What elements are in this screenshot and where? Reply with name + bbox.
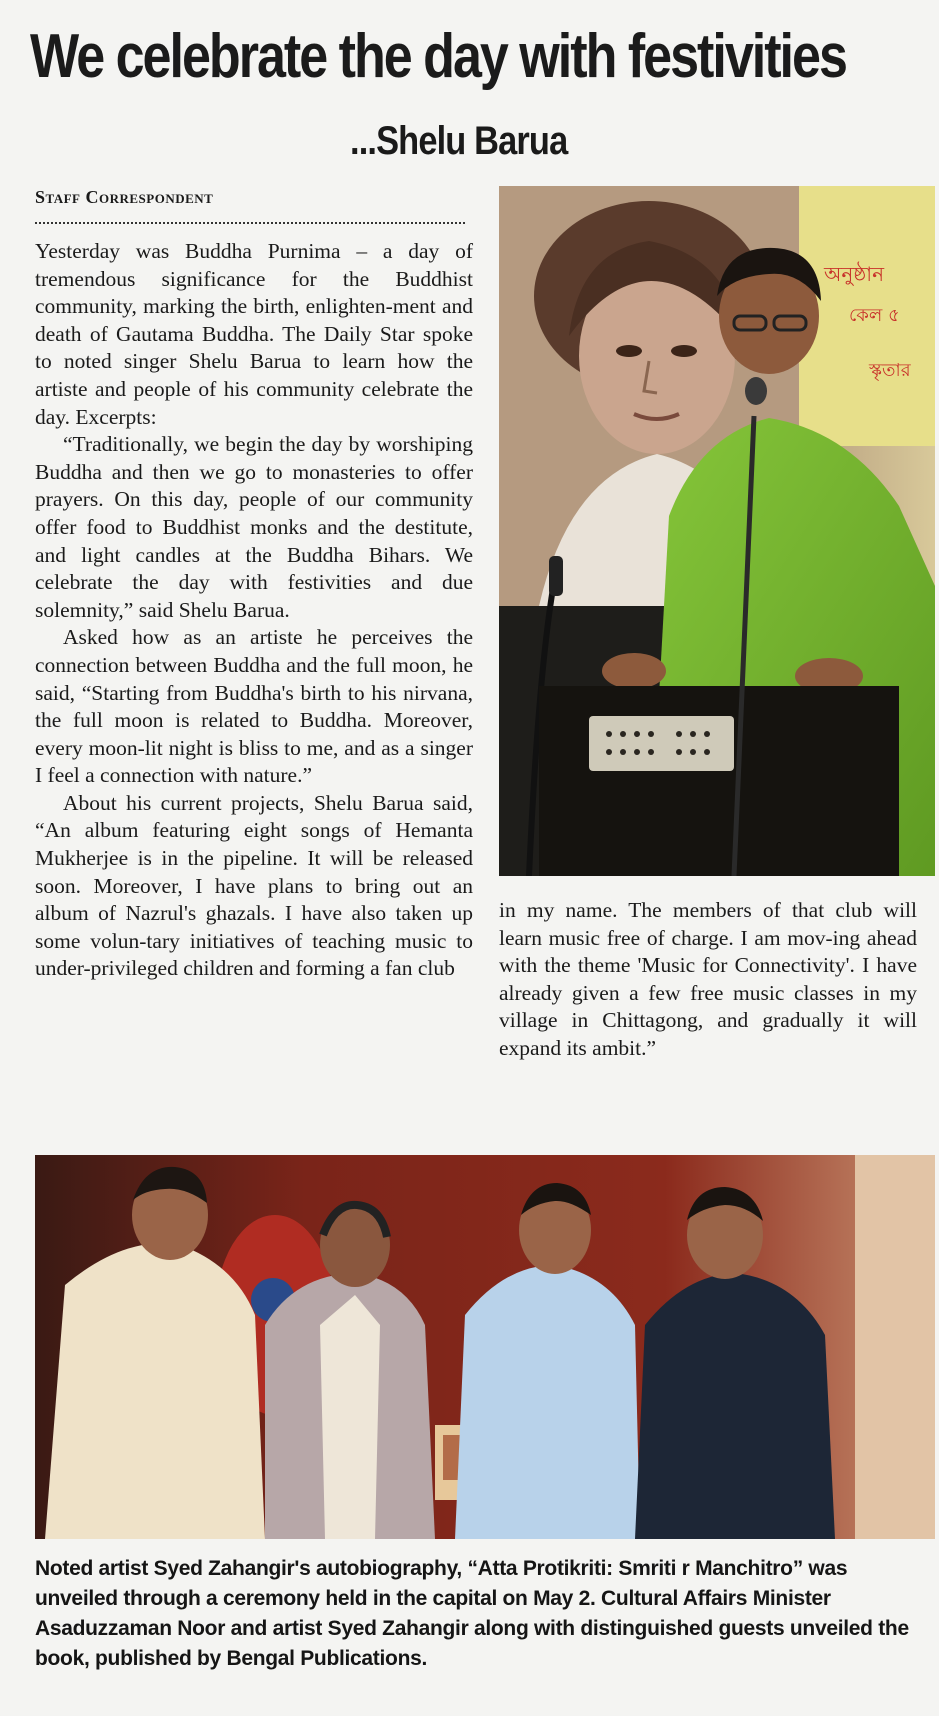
banner-text: অনুষ্ঠান xyxy=(824,262,885,286)
article-paragraph: About his current projects, Shelu Barua said, “An album featuring eight songs of Hemanta Mukherjee is in the pipeline. It will be released soon. Moreover, I have plans to bring out an album of Nazrul's ghazals. I have also taken up some volun-tary initiatives of teaching music to under-privileged children and forming a fan club xyxy=(35,790,473,981)
byline: Staff Correspondent xyxy=(35,187,214,207)
article-column-left xyxy=(35,238,473,983)
article-paragraph: Yesterday was Buddha Purnima – a day of tremendous significance for the Buddhist community, marking the birth, enlighten-ment and death of Gautama Buddha. The Daily Star spoke to noted singer Shelu Barua to learn how the artiste and people of his community celebrate the day. Excerpts: xyxy=(35,239,473,429)
book-unveiling-photo xyxy=(35,1155,935,1539)
banner-text: স্কৃতার xyxy=(869,360,911,381)
dotted-divider xyxy=(35,222,465,224)
photo-caption: Noted artist Syed Zahangir's autobiography, “Atta Protikriti: Smriti r Manchitro” was unveiled through a ceremony held in the capital on May 2. Cultural Affairs Minister Asaduzzaman Noor and artist Syed Zahangir along with distinguished guests unveiled the book, published by Bengal Publications. xyxy=(35,1557,909,1670)
article-paragraph: “Traditionally, we begin the day by worshiping Buddha and then we go to monasteries to offer prayers. On this day, people of our community offer food to Buddhist monks and the destitute, and light candles at the Buddha Bihars. We celebrate the day with festivities and due solemnity,” said Shelu Barua. xyxy=(35,432,473,622)
headline: We celebrate the day with festivities xyxy=(30,22,846,91)
banner-text: কেল ৫ xyxy=(849,305,900,326)
article-paragraph: in my name. The members of that club will learn music free of charge. I am mov-ing ahead with the theme 'Music for Connectivity'. I have already given a few free music classes in my village in Chittagong, and gradually it will expand its ambit.” xyxy=(499,898,917,1060)
article-paragraph: Asked how as an artiste he perceives the connection between Buddha and the full moon, he said, “Starting from Buddha's birth to his nirvana, the full moon is related to Buddha. Moreover, every moon-lit night is bliss to me, and as a singer I feel a connection with nature.” xyxy=(35,625,473,788)
subheadline: ...Shelu Barua xyxy=(350,119,568,163)
article-column-right xyxy=(499,897,917,1063)
singer-photo xyxy=(499,186,935,876)
